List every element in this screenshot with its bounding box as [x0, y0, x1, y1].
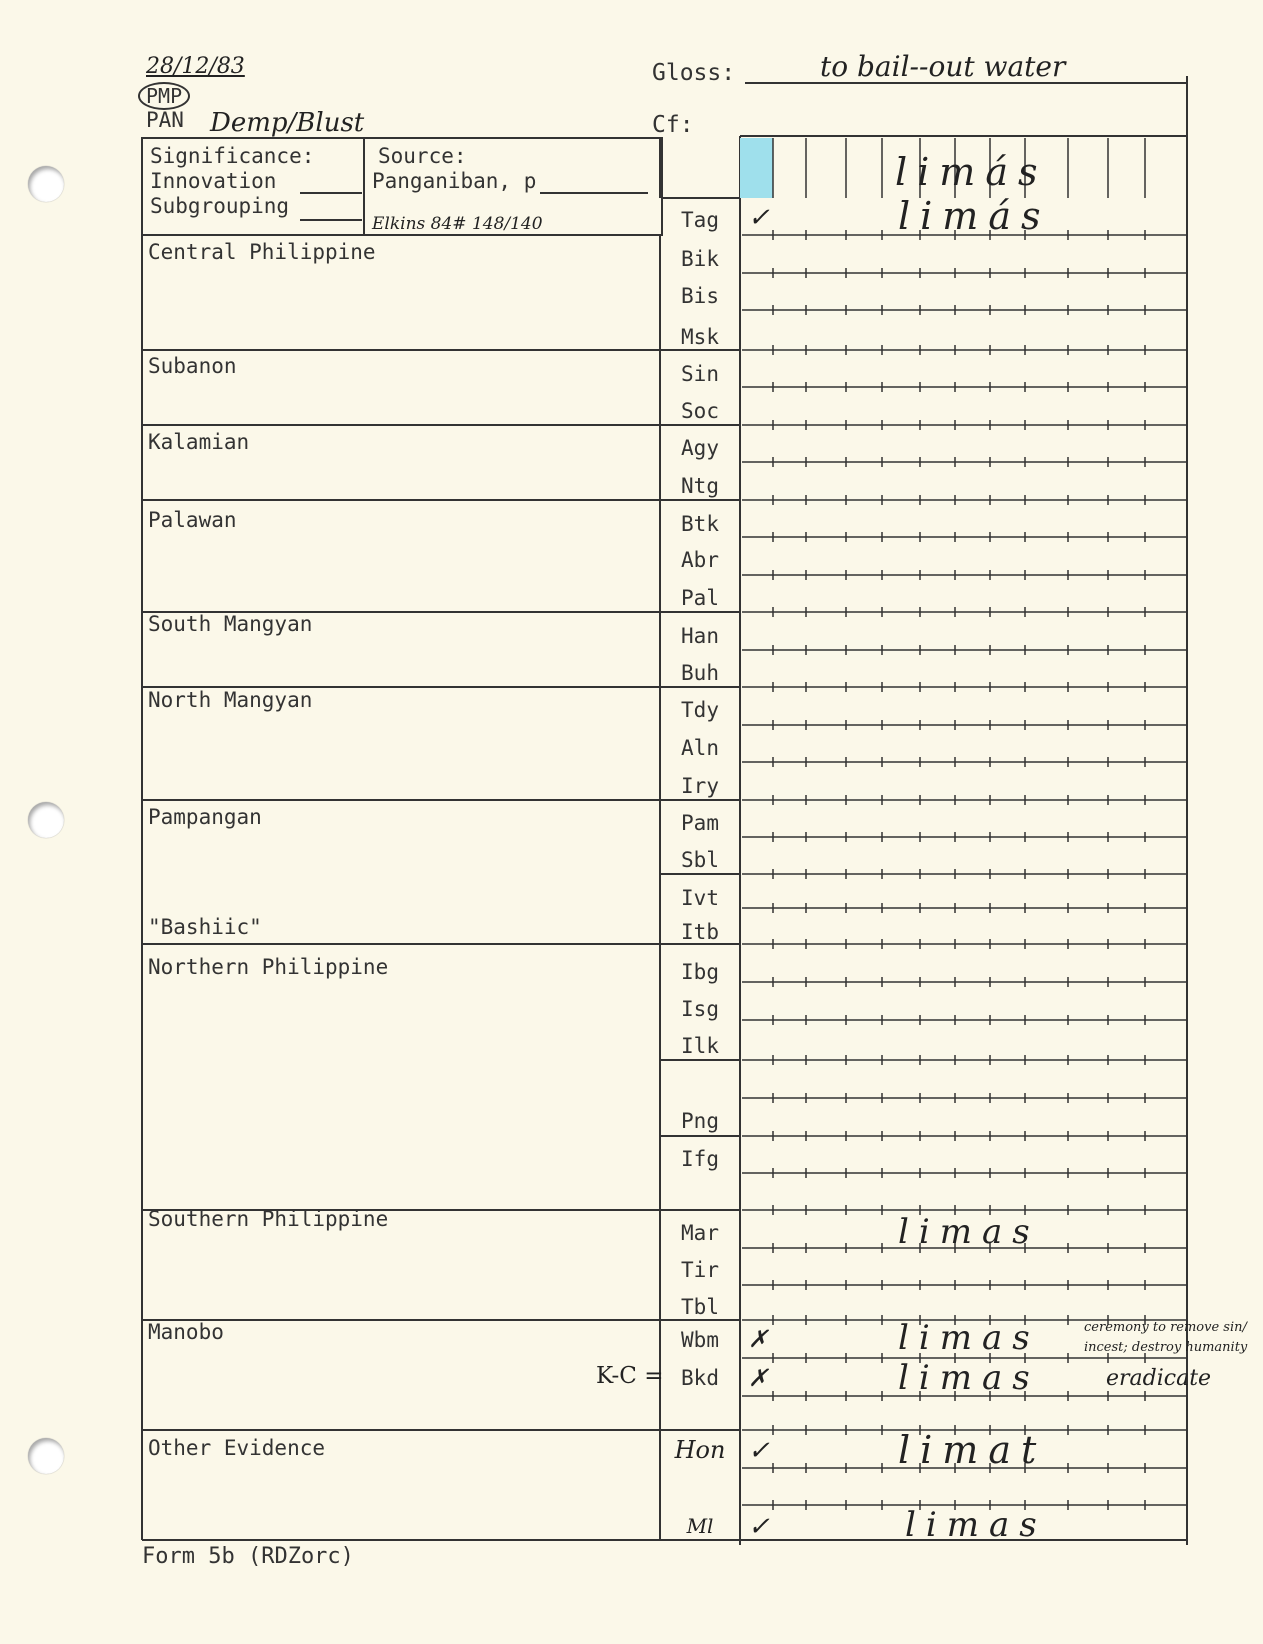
lang-itb: Itb — [681, 920, 719, 944]
group-palawan: Palawan — [148, 508, 237, 532]
mar-form: limas — [898, 1212, 1040, 1252]
hon-form: limat — [898, 1428, 1047, 1472]
gloss-value: to bail--out water — [820, 50, 1066, 83]
lang-aln: Aln — [681, 736, 719, 760]
hon-check: ✓ — [748, 1436, 770, 1466]
lang-tir: Tir — [681, 1258, 719, 1282]
lang-ilk: Ilk — [681, 1034, 719, 1058]
lang-han: Han — [681, 624, 719, 648]
group-southern-philippine: Southern Philippine — [148, 1207, 389, 1231]
group-subanon: Subanon — [148, 354, 237, 378]
group-central-philippine: Central Philippine — [148, 240, 376, 264]
pan-label: PAN — [146, 108, 184, 132]
cf-label: Cf: — [652, 112, 694, 138]
gloss-label: Gloss: — [652, 60, 736, 86]
group-north-mangyan: North Mangyan — [148, 688, 313, 712]
group-kalamian: Kalamian — [148, 430, 250, 454]
lang-tdy: Tdy — [681, 698, 719, 722]
lang-bik: Bik — [681, 247, 719, 271]
ml-check: ✓ — [748, 1512, 770, 1542]
source-value: Panganiban, p — [372, 169, 537, 193]
lang-mar: Mar — [681, 1221, 719, 1245]
lang-bis: Bis — [681, 284, 719, 308]
wbm-check: ✗ — [748, 1325, 769, 1353]
lang-hon: Hon — [674, 1436, 726, 1464]
lang-iry: Iry — [681, 774, 719, 798]
ml-form: limas — [905, 1505, 1047, 1545]
lang-tag: Tag — [681, 208, 719, 232]
lang-pal: Pal — [681, 586, 719, 610]
lang-sbl: Sbl — [681, 848, 719, 872]
lang-msk: Msk — [681, 325, 719, 349]
lang-bkd: Bkd — [681, 1366, 719, 1390]
lang-tbl: Tbl — [681, 1295, 719, 1319]
lang-png: Png — [681, 1109, 719, 1133]
lang-ibg: Ibg — [681, 960, 719, 984]
lang-agy: Agy — [681, 436, 719, 460]
lang-sin: Sin — [681, 362, 719, 386]
lang-abr: Abr — [681, 548, 719, 572]
wbm-note-line2: incest; destroy humanity — [1084, 1340, 1248, 1355]
date: 28/12/83 — [146, 54, 245, 79]
lang-soc: Soc — [681, 399, 719, 423]
significance-label: Significance: — [150, 144, 315, 168]
bkd-form: limas — [898, 1358, 1040, 1398]
elkins-reference: Elkins 84# 148/140 — [372, 214, 543, 234]
lang-btk: Btk — [681, 512, 719, 536]
bkd-check: ✗ — [748, 1364, 769, 1392]
tag-form: limás — [898, 194, 1051, 238]
reconstruction: limás — [895, 150, 1048, 194]
form-footer: Form 5b (RDZorc) — [142, 1544, 354, 1569]
innovation-label: Innovation — [150, 169, 277, 193]
bkd-note: eradicate — [1106, 1366, 1212, 1391]
wbm-form: limas — [898, 1318, 1040, 1358]
group-northern-philippine: Northern Philippine — [148, 955, 389, 979]
lang-ivt: Ivt — [681, 886, 719, 910]
wbm-note-line1: ceremony to remove sin/ — [1084, 1320, 1247, 1335]
group-manobo: Manobo — [148, 1320, 224, 1344]
dempwolff-blust: Demp/Blust — [210, 108, 365, 138]
lang-ntg: Ntg — [681, 474, 719, 498]
lang-wbm: Wbm — [681, 1328, 719, 1352]
group-pampangan: Pampangan — [148, 805, 262, 829]
subgrouping-label: Subgrouping — [150, 194, 290, 218]
tag-check: ✓ — [748, 203, 770, 233]
source-label: Source: — [378, 144, 467, 168]
lang-ml: Ml — [686, 1514, 714, 1538]
lang-pam: Pam — [681, 811, 719, 835]
group-bashiic: "Bashiic" — [148, 915, 262, 939]
group-other-evidence: Other Evidence — [148, 1436, 326, 1460]
group-south-mangyan: South Mangyan — [148, 612, 313, 636]
lang-buh: Buh — [681, 661, 719, 685]
pmp-marker: PMP — [138, 82, 190, 110]
kc-label: K-C = — [596, 1363, 664, 1389]
lang-ifg: Ifg — [681, 1147, 719, 1171]
lang-isg: Isg — [681, 997, 719, 1021]
